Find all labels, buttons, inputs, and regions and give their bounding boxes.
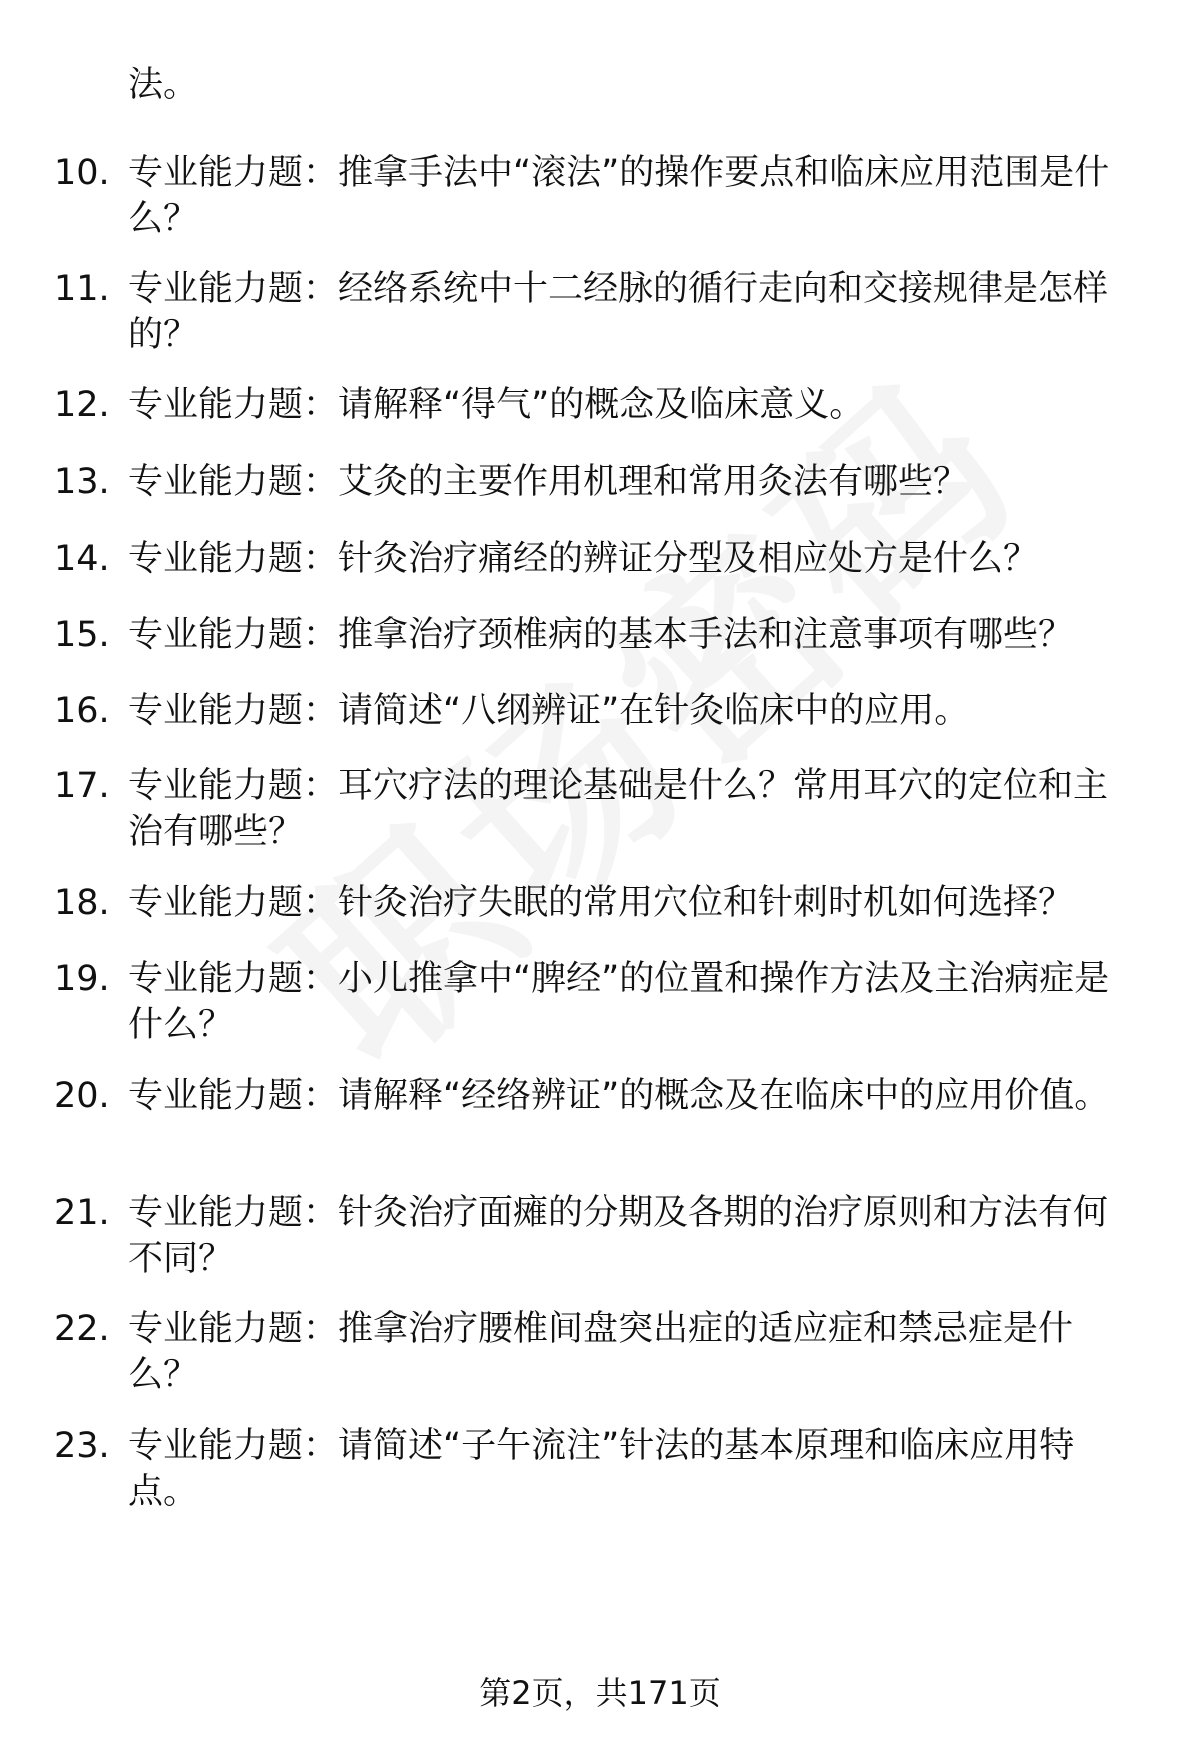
question-text: 专业能力题：请解释“得气”的概念及临床意义。 — [128, 385, 865, 425]
question-text: 专业能力题：请简述“子午流注”针法的基本原理和临床应用特点。 — [128, 1426, 1075, 1512]
question-number: 22. — [54, 1309, 110, 1349]
question-text: 专业能力题：耳穴疗法的理论基础是什么？常用耳穴的定位和主治有哪些？ — [128, 766, 1109, 852]
question-number: 21. — [54, 1193, 110, 1233]
question-number: 18. — [54, 883, 110, 923]
question-number: 19. — [54, 959, 110, 999]
question-number: 23. — [54, 1426, 110, 1466]
question-text: 专业能力题：艾灸的主要作用机理和常用灸法有哪些？ — [128, 462, 969, 502]
question-number: 15. — [54, 615, 110, 655]
question-number: 14. — [54, 539, 110, 579]
question-text: 专业能力题：推拿手法中“滚法”的操作要点和临床应用范围是什么？ — [128, 153, 1110, 239]
question-text: 专业能力题：针灸治疗面瘫的分期及各期的治疗原则和方法有何不同？ — [128, 1193, 1109, 1279]
question-text: 专业能力题：针灸治疗失眠的常用穴位和针刺时机如何选择？ — [128, 883, 1074, 923]
page-footer: 第2页，共171页 — [479, 1674, 721, 1712]
question-number: 13. — [54, 462, 110, 502]
question-text: 专业能力题：推拿治疗腰椎间盘突出症的适应症和禁忌症是什么？ — [128, 1309, 1074, 1395]
question-number: 11. — [54, 269, 110, 309]
question-text: 专业能力题：小儿推拿中“脾经”的位置和操作方法及主治病症是什么？ — [128, 959, 1110, 1045]
question-number: 16. — [54, 691, 110, 731]
question-number: 20. — [54, 1076, 110, 1116]
question-text: 专业能力题：经络系统中十二经脉的循行走向和交接规律是怎样的？ — [128, 269, 1109, 355]
question-text: 专业能力题：请解释“经络辨证”的概念及在临床中的应用价值。 — [128, 1076, 1110, 1116]
question-text: 专业能力题：请简述“八纲辨证”在针灸临床中的应用。 — [128, 691, 970, 731]
question-number: 17. — [54, 766, 110, 806]
question-text: 专业能力题：推拿治疗颈椎病的基本手法和注意事项有哪些？ — [128, 615, 1074, 655]
continuation-text: 法。 — [128, 65, 199, 105]
question-number: 12. — [54, 385, 110, 425]
question-number: 10. — [54, 153, 110, 193]
question-text: 专业能力题：针灸治疗痛经的辨证分型及相应处方是什么？ — [128, 539, 1039, 579]
